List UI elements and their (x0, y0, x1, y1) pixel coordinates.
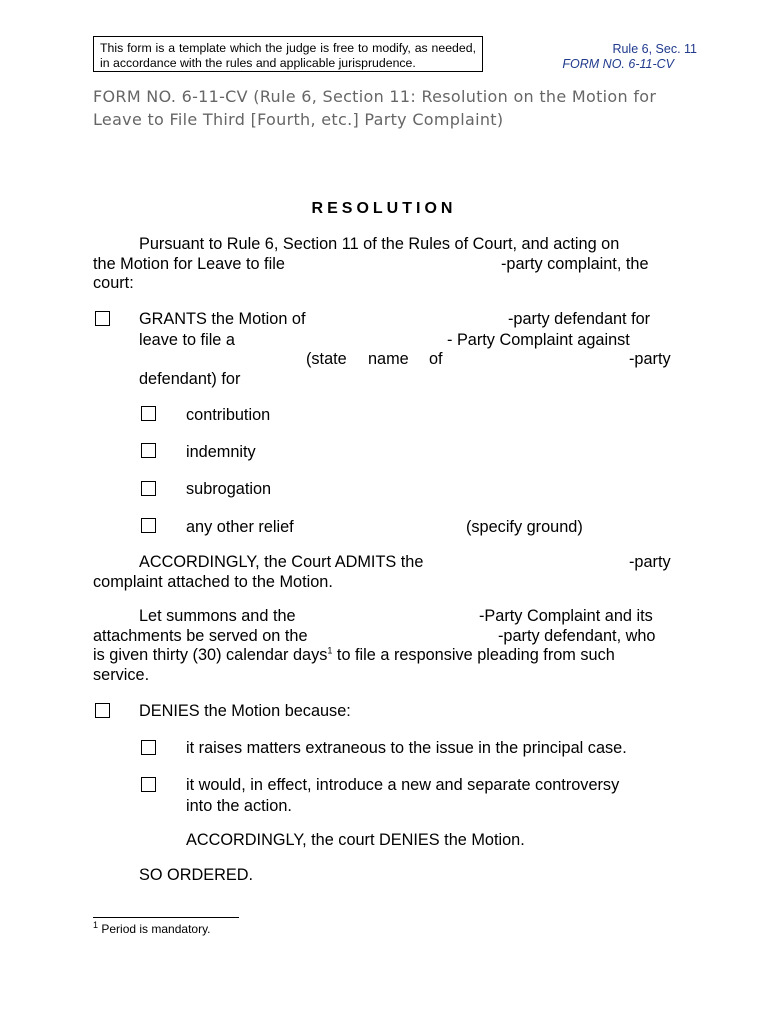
denies-checkbox[interactable] (95, 703, 110, 718)
admits-line-1b: -party (629, 553, 671, 571)
summons-line-1a: Let summons and the (139, 607, 296, 625)
summons-line-2a: attachments be served on the (93, 627, 308, 645)
subrogation-checkbox[interactable] (141, 481, 156, 496)
footnote-divider (93, 917, 239, 918)
footnote (93, 922, 211, 937)
summons-line-1b: -Party Complaint and its (479, 607, 653, 625)
denies-accordingly: ACCORDINGLY, the court DENIES the Motion. (186, 831, 525, 849)
admits-line-2: complaint attached to the Motion. (93, 573, 333, 591)
option-other-relief: any other relief (186, 518, 294, 536)
specify-ground: (specify ground) (466, 518, 583, 536)
reason-new-controversy-1: it would, in effect, introduce a new and separate controversy (186, 776, 620, 794)
summons-line-3a: is given thirty (30) calendar days (93, 646, 328, 664)
extraneous-checkbox[interactable] (141, 740, 156, 755)
summons-line-2b: -party defendant, who (498, 627, 656, 645)
admits-line-1a: ACCORDINGLY, the Court ADMITS the (139, 553, 424, 571)
reason-extraneous: it raises matters extraneous to the issue in the principal case. (186, 739, 627, 757)
grants-line-3b: name (368, 350, 409, 368)
grants-line-1b: -party defendant for (508, 310, 651, 328)
option-subrogation: subrogation (186, 480, 272, 498)
option-indemnity: indemnity (186, 443, 256, 461)
footnote-text: Period is mandatory. (98, 922, 211, 936)
grants-line-2a: leave to file a (139, 331, 235, 349)
grants-line-3d: -party (629, 350, 671, 368)
grants-checkbox[interactable] (95, 311, 110, 326)
intro-line-3: court: (93, 274, 134, 292)
form-number: FORM NO. 6-11-CV (562, 57, 674, 71)
contribution-checkbox[interactable] (141, 406, 156, 421)
grants-line-4: defendant) for (139, 370, 241, 388)
footnote-ref[interactable]: 1 (327, 645, 333, 656)
so-ordered: SO ORDERED. (139, 866, 253, 884)
resolution-heading: RESOLUTION (311, 200, 457, 217)
intro-line-2b: -party complaint, the (501, 255, 649, 273)
grants-line-3c: of (429, 350, 443, 368)
intro-line-1: Pursuant to Rule 6, Section 11 of the Rules of Court, and acting on (139, 235, 620, 253)
grants-line-1a: GRANTS the Motion of (139, 310, 306, 328)
form-title: FORM NO. 6-11-CV (Rule 6, Section 11: Resolution on the Motion for Leave to File Third [Fourth, etc.] Party Complaint) (93, 87, 657, 129)
summons-line-4: service. (93, 666, 150, 684)
grants-line-2b: - Party Complaint against (447, 331, 630, 349)
template-notice: This form is a template which the judge is free to modify, as needed, in accordance with the rules and applicable jurisprudence. (93, 36, 483, 72)
rule-reference (540, 42, 697, 72)
option-contribution: contribution (186, 406, 271, 424)
summons-line-3b: to file a responsive pleading from such (332, 646, 615, 664)
other-relief-checkbox[interactable] (141, 518, 156, 533)
footnote-mark: 1 (93, 920, 99, 930)
summons-line-3 (93, 645, 615, 665)
rule-label: Rule 6, Sec. 11 (612, 42, 697, 56)
reason-new-controversy-2: into the action. (186, 797, 292, 815)
indemnity-checkbox[interactable] (141, 443, 156, 458)
new-controversy-checkbox[interactable] (141, 777, 156, 792)
grants-line-3a: (state (306, 350, 347, 368)
denies-label: DENIES the Motion because: (139, 702, 351, 720)
intro-line-2a: the Motion for Leave to file (93, 255, 285, 273)
